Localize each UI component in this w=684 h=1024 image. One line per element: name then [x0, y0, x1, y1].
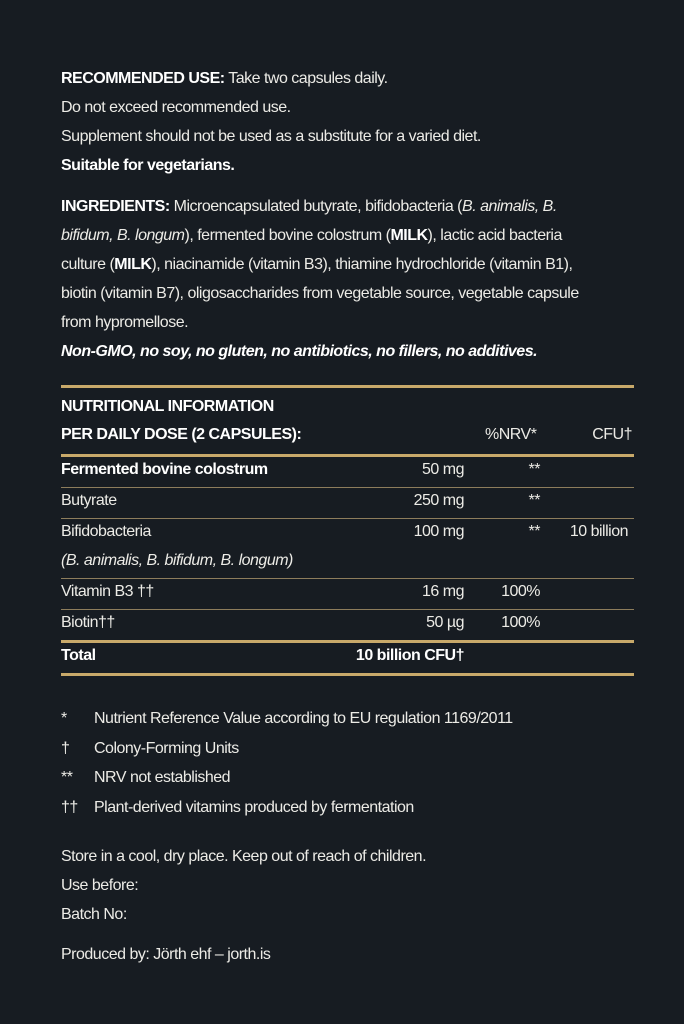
total-label: Total [61, 647, 96, 664]
table-bottom-rule [61, 673, 634, 676]
ingredients-text: culture ( [61, 256, 115, 273]
table-row [61, 457, 634, 487]
footnote [61, 710, 634, 740]
nutrient-amount: 100 mg [413, 523, 464, 540]
footnote [61, 769, 634, 799]
usage-section [61, 64, 634, 366]
storage-instructions: Store in a cool, dry place. Keep out of reach of children. [61, 848, 427, 865]
nutrient-name: Vitamin B3 †† [61, 583, 154, 600]
recommended-use-text: Take two capsules daily. [224, 70, 388, 87]
ingredients-line-4: biotin (vitamin B7), oligosaccharides from vegetable source, vegetable capsule [61, 285, 579, 302]
allergen-milk: MILK [114, 256, 152, 273]
footnote-symbol: † [61, 739, 70, 757]
footnote-text: NRV not established [94, 769, 231, 786]
ingredients-text: ), lactic acid bacteria [427, 227, 562, 244]
ingredients-label: INGREDIENTS: [61, 198, 170, 215]
nutrient-name: Butyrate [61, 492, 117, 509]
ingredients-italic: bifidum, B. longum [61, 227, 185, 244]
nutrition-header [61, 388, 634, 454]
nutrient-nrv: 100% [501, 583, 540, 600]
use-before-label: Use before: [61, 877, 139, 894]
table-row [61, 579, 634, 609]
footnote-symbol: †† [61, 798, 78, 816]
dosage-warning: Do not exceed recommended use. [61, 99, 291, 116]
footnote-symbol: ** [61, 769, 73, 786]
ingredients-text: ), fermented bovine colostrum ( [184, 227, 391, 244]
table-row [61, 610, 634, 640]
footnote-text: Nutrient Reference Value according to EU regulation 1169/2011 [94, 710, 513, 727]
column-header-cfu: CFU† [592, 426, 632, 443]
vegetarian-note: Suitable for vegetarians. [61, 157, 235, 174]
batch-number-label: Batch No: [61, 906, 127, 923]
footnote-text: Colony-Forming Units [94, 739, 239, 757]
total-value: 10 billion CFU† [355, 647, 464, 664]
footnotes [61, 710, 634, 828]
nutrient-nrv: ** [528, 523, 540, 540]
nutrient-amount: 16 mg [422, 583, 464, 600]
ingredients-line-3 [61, 250, 634, 279]
column-header-nrv: %NRV* [485, 426, 537, 443]
nutrient-nrv: ** [528, 492, 540, 509]
nutrition-title: NUTRITIONAL INFORMATION [61, 398, 274, 415]
nutrient-cfu: 10 billion [569, 523, 628, 540]
total-row [61, 643, 634, 673]
nutrient-amount: 50 mg [422, 461, 464, 478]
footnote [61, 799, 634, 829]
storage-section [61, 842, 426, 929]
nutrient-nrv: 100% [501, 614, 540, 631]
nutrient-amount: 250 mg [413, 492, 464, 509]
nutrient-subname: (B. animalis, B. bifidum, B. longum) [61, 552, 293, 569]
table-row [61, 519, 634, 578]
ingredients-line-2 [61, 221, 634, 250]
ingredients-text: Microencapsulated butyrate, bifidobacteria ( [169, 198, 463, 215]
diet-warning: Supplement should not be used as a substitute for a varied diet. [61, 128, 481, 145]
ingredients-text: ), niacinamide (vitamin B3), thiamine hydrochloride (vitamin B1), [151, 256, 573, 273]
ingredients-italic: B. animalis, B. [462, 198, 557, 215]
product-claims: Non-GMO, no soy, no gluten, no antibiotics, no fillers, no additives. [61, 343, 538, 360]
footnote-symbol: * [61, 710, 67, 727]
ingredients-line-5: from hypromellose. [61, 314, 189, 331]
nutrition-subtitle: PER DAILY DOSE (2 CAPSULES): [61, 426, 302, 443]
allergen-milk: MILK [390, 227, 428, 244]
nutrient-name: Biotin†† [61, 614, 115, 631]
footnote [61, 740, 634, 770]
footnote-text: Plant-derived vitamins produced by fermentation [94, 798, 414, 816]
nutrient-name: Bifidobacteria [61, 523, 151, 540]
nutrient-amount: 50 µg [426, 614, 464, 631]
producer-info: Produced by: Jörth ehf – jorth.is [61, 946, 271, 963]
table-row [61, 488, 634, 518]
nutrition-table [61, 385, 634, 676]
ingredients-section [61, 192, 634, 366]
nutrient-name: Fermented bovine colostrum [61, 461, 268, 478]
ingredients-line-1 [61, 192, 634, 221]
recommended-use-line [61, 64, 634, 93]
recommended-use-label: RECOMMENDED USE: [61, 70, 225, 87]
nutrient-nrv: ** [528, 461, 540, 478]
